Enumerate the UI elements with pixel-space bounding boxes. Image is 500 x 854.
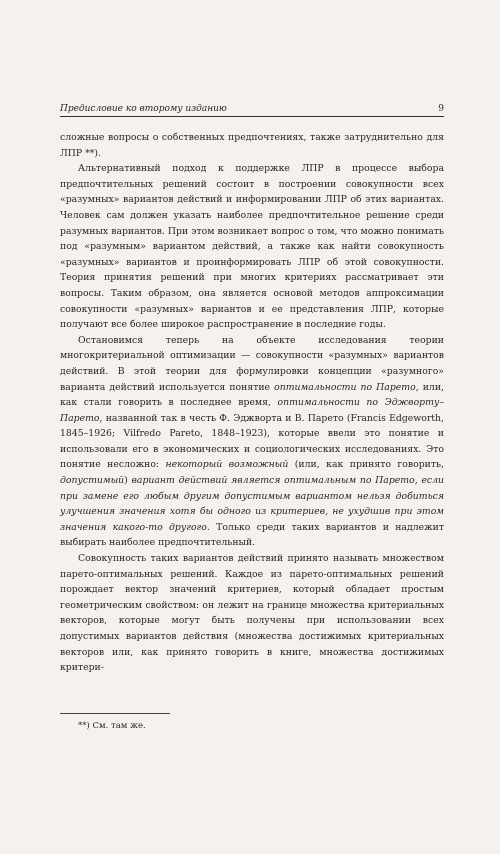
footnote-rule xyxy=(60,713,170,714)
text-segment: ) xyxy=(124,475,132,487)
running-header xyxy=(60,104,444,117)
body-text xyxy=(60,130,444,676)
footnote: **) См. там же. xyxy=(78,721,146,731)
italic-definition: вариант действий является оптимальным по Парето, если при замене его любым другим допустимым вариантом нельзя добиться улучшения значения хотя бы одного из критериев, не ухудшив при этом значения какого-то другого. xyxy=(60,475,444,533)
text-segment: , или, как стали говорить в последнее время, xyxy=(60,381,444,409)
italic-term: допустимый xyxy=(60,475,125,487)
running-title: Предисловие ко второму изданию xyxy=(60,104,227,114)
text-segment: Совокупность таких вариантов действий принято называть множеством парето-оптимальных решений. Каждое из парето-оптимальных решений порождает вектор значений критериев, который обладает простым геометрическим свойством: он лежит на границе множества критериальных векторов, которые могут быть получены при использовании всех допустимых вариантов действия (множества достижимых критериальных векторов или, как принято говорить в книге, множества достижимых критери- xyxy=(60,553,444,674)
paragraph xyxy=(60,161,444,333)
text-segment: (или, как принято говорить, xyxy=(288,459,445,471)
italic-term: некоторый возможный xyxy=(165,459,289,471)
italic-term: оптимальности по Парето xyxy=(274,381,416,393)
text-segment: Альтернативный подход к поддержке ЛПР в процессе выбора предпочтительных решений состоит в построении совокупности всех «разумных» вариантов действий и информировании ЛПР об этих вариантах. Человек сам должен указать наиболее предпочтительное решение среди разумных вариантов. При этом возникает вопрос о том, что можно понимать под «разумным» вариантом действий, а также как найти совокупность «разумных» вариантов и проинформировать ЛПР об этой совокупности. Теория принятия решений при многих критериях рассматривает эти вопросы. Таким образом, она является основой методов аппроксимации совокупности «разумных» вариантов и ее представления ЛПР, которые получают все более широкое распространение в последние годы. xyxy=(60,163,444,331)
page-number: 9 xyxy=(438,104,444,114)
text-segment: сложные вопросы о собственных предпочтениях, также затруднительно для ЛПР **). xyxy=(60,132,444,159)
paragraph xyxy=(60,551,444,676)
text-segment: Только среди таких вариантов и надлежит выбирать наиболее предпочтительный. xyxy=(60,521,444,549)
text-segment: , названной так в честь Ф. Эджворта и В. Парето (Francis Edgeworth, 1845–1926; Vilfredo Pareto, 1848–1923), которые ввели это понятие и использовали его в экономических и социологических исследованиях. Это понятие несложно: xyxy=(60,412,444,471)
paragraph xyxy=(60,130,444,161)
italic-term: оптимальности по Эджворту–Парето xyxy=(60,397,444,424)
paragraph xyxy=(60,333,444,551)
text-segment: Остановимся теперь на объекте исследования теории многокритериальной оптимизации — совокупности «разумных» вариантов действий. В этой теории для формулировки концепции «разумного» варианта действий используется понятие xyxy=(60,334,444,393)
